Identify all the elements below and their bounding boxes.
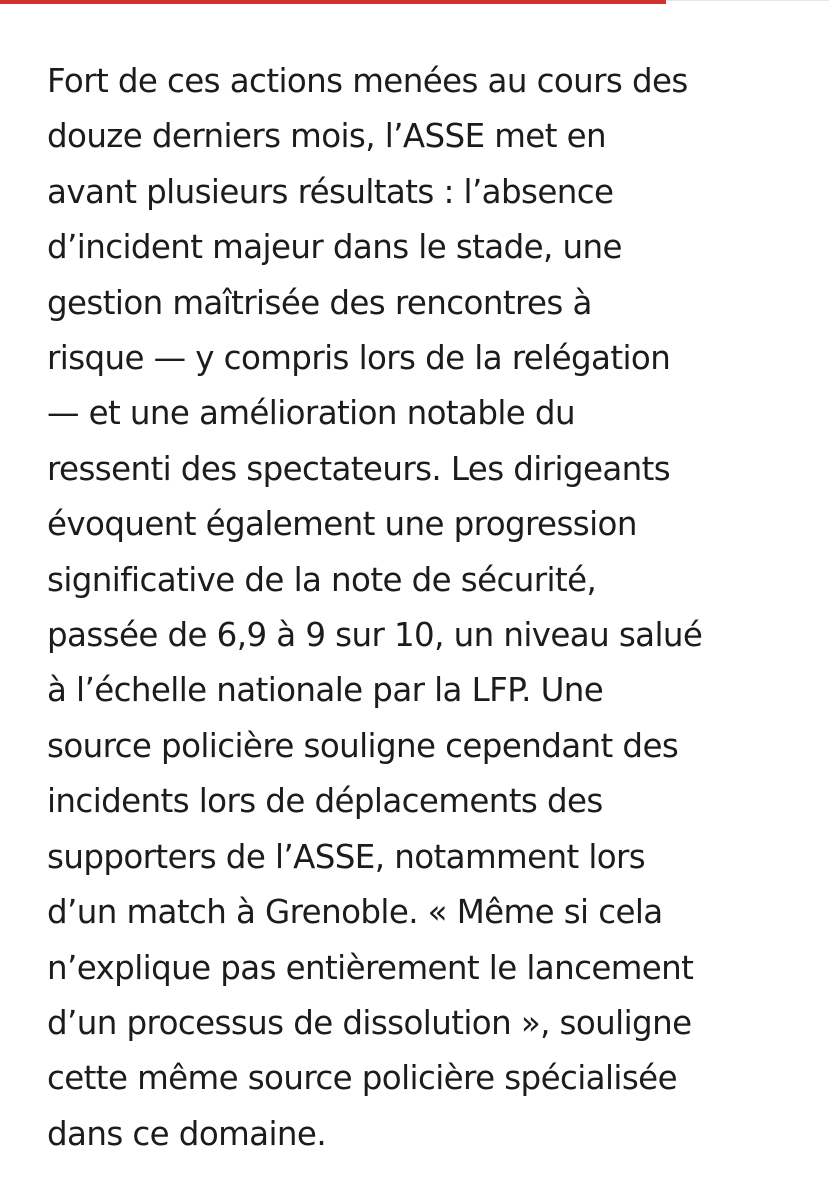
paragraph-line: cette même source policière spécialisée: [47, 1059, 677, 1098]
paragraph-line: d’un processus de dissolution », souligne: [47, 1003, 692, 1042]
paragraph-line: ressenti des spectateurs. Les dirigeants: [47, 449, 671, 488]
paragraph-line: risque — y compris lors de la relégation: [47, 339, 671, 378]
paragraph-line: n’explique pas entièrement le lancement: [47, 948, 694, 987]
paragraph-line: évoquent également une progression: [47, 505, 637, 544]
paragraph-line: gestion maîtrisée des rencontres à: [47, 283, 592, 322]
paragraph-line: passée de 6,9 à 9 sur 10, un niveau salué: [47, 616, 703, 655]
paragraph-line: douze derniers mois, l’ASSE met en: [47, 117, 606, 156]
paragraph-line: supporters de l’ASSE, notamment lors: [47, 837, 646, 876]
paragraph-line: dans ce domaine.: [47, 1114, 327, 1153]
paragraph-line: source policière souligne cependant des: [47, 726, 679, 765]
paragraph-line: incidents lors de déplacements des: [47, 782, 603, 821]
paragraph-line: — et une amélioration notable du: [47, 394, 575, 433]
paragraph-line: d’incident majeur dans le stade, une: [47, 228, 622, 267]
top-accent-bar: [0, 0, 666, 4]
article-paragraph: [47, 54, 792, 1162]
paragraph-line: à l’échelle nationale par la LFP. Une: [47, 671, 604, 710]
top-divider: [666, 0, 829, 1]
paragraph-line: avant plusieurs résultats : l’absence: [47, 172, 614, 211]
paragraph-line: Fort de ces actions menées au cours des: [47, 62, 688, 100]
paragraph-line: significative de la note de sécurité,: [47, 560, 597, 599]
paragraph-line: d’un match à Grenoble. « Même si cela: [47, 893, 663, 932]
